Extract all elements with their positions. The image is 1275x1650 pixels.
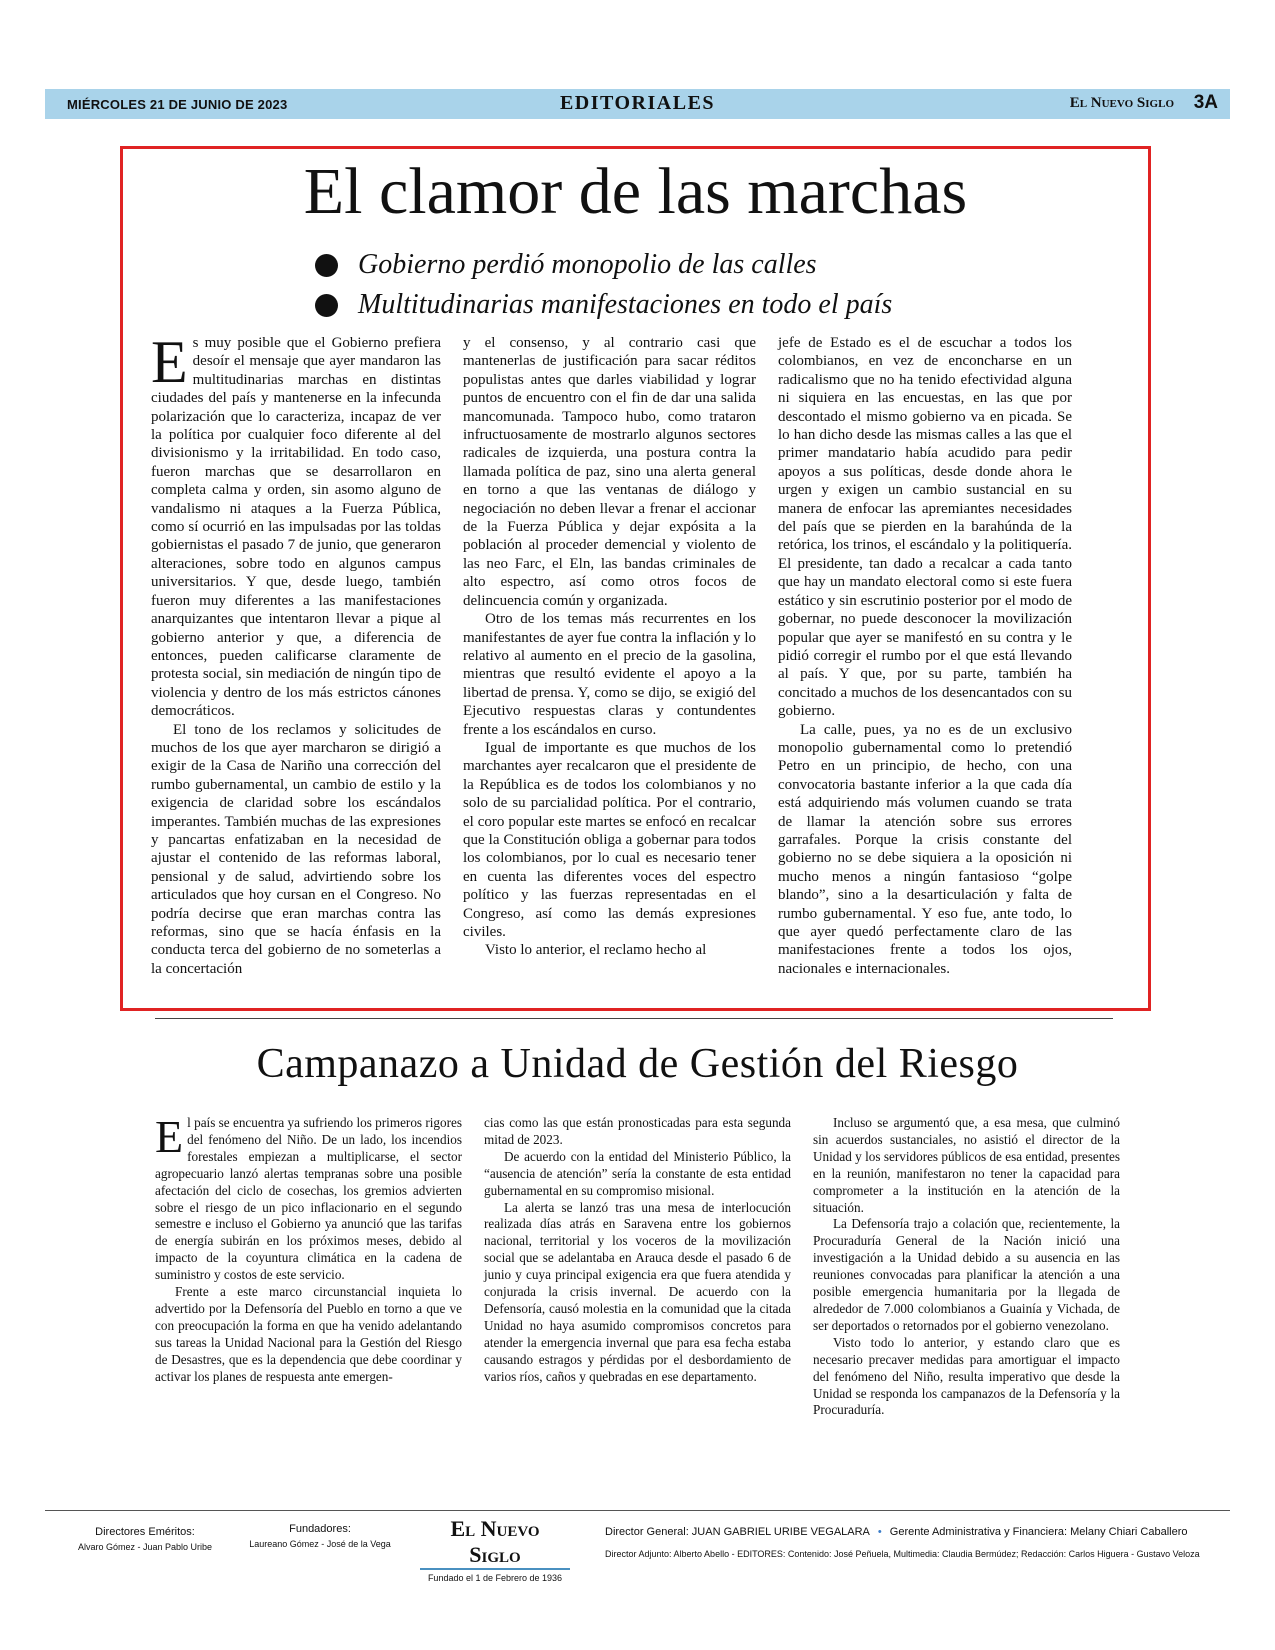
footer-emeritus bbox=[60, 1525, 230, 1555]
drop-cap: E bbox=[155, 1111, 184, 1162]
editorial-main-subheads bbox=[315, 245, 892, 325]
paragraph: Igual de importante es que muchos de los marchantes ayer recalcaron que el presidente de la República es de todos los colombianos y no solo de su parcialidad política. Por el contrario, el coro popular este martes se enfocó en recalcar que la Constitución obliga a gobernar para todos los colombianos, por lo cual es necesario tener en cuenta las diferentes voces del espectro político y las fuerzas representadas en el Congreso, así como las demás expresiones civiles. bbox=[463, 739, 756, 940]
footer-logo: El Nuevo Siglo bbox=[420, 1516, 570, 1570]
paragraph: Visto lo anterior, el reclamo hecho al bbox=[485, 942, 707, 959]
paragraph: Visto todo lo anterior, y estando claro que es necesario precaver medidas para amortiguar el impacto del fenómeno del Niño, resulta imperativo que desde la Unidad se responda los campanazos de la Defensoría y la Procuraduría. bbox=[813, 1334, 1120, 1418]
section-divider bbox=[155, 1018, 1113, 1019]
footer-staff bbox=[605, 1521, 1225, 1565]
paragraph: Incluso se argumentó que, a esa mesa, que culminó sin acuerdos sustanciales, no asistió el director de la Unidad y los servidores públicos de esa entidad, presentes en la reunión, manifestaron no tener la capacidad para comprometer a la institución en la atención de la situación. bbox=[813, 1115, 1120, 1215]
footer-logo-block bbox=[420, 1516, 570, 1583]
emeritus-label: Directores Eméritos: bbox=[95, 1526, 195, 1538]
director-general: Director General: JUAN GABRIEL URIBE VEGALARA bbox=[605, 1526, 870, 1538]
paragraph: Frente a este marco circunstancial inquieta lo advertido por la Defensoría del Pueblo en torno a que ve con preocupación la forma en que ha venido adelantando sus tareas la Unidad Nacional para la Gestión del Riesgo de Desastres, que es la dependencia que debe coordinar y activar los planes de respuesta ante emergen- bbox=[155, 1284, 462, 1384]
page-number: 3A bbox=[1193, 92, 1218, 113]
subhead-text: Multitudinarias manifestaciones en todo el país bbox=[358, 289, 893, 320]
subhead-item bbox=[315, 245, 892, 285]
emeritus-names: Alvaro Gómez - Juan Pablo Uribe bbox=[77, 1542, 213, 1552]
footer-divider bbox=[45, 1510, 1230, 1511]
paragraph: y el consenso, y al contrario casi que mantenerlas de justificación para sacar réditos populistas antes que darles viabilidad y lograr puntos de encuentro con el fin de dar una salida mancomunada. Tampoco hubo, como trataron infructuosamente de mostrarlo algunos sectores radicales de izquierda, una postura contra la llamada política de paz, sino una alerta general en torno a que las ventanas de diálogo y negociación no deben llevar a frenar el accionar de la Fuerza Pública y dejar expósita a la población al proceder demencial y violento de las neo Farc, el Eln, las bandas criminales de alto espectro, así como otros focos de delincuencia común y organizada. bbox=[463, 335, 756, 609]
drop-cap: E bbox=[151, 329, 188, 395]
paragraph: jefe de Estado es el de escuchar a todos los colombianos, en vez de enconcharse en un radicalismo que no ha tenido efectividad alguna ni siquiera en las encuestas, en las que por descontado el mismo gobierno va en picada. Se lo han dicho desde las mismas calles a las que el primer mandatario había acudido para pedir apoyos a sus políticas, desde donde ahora le urgen y exigen un cambio sustancial en su manera de enfocar las apremiantes necesidades del país que se pierden en la barahúnda de la retórica, los trinos, el escándalo y la politiquería. El presidente, tan dado a recalcar a cada tanto que hay un mandato electoral como si este fuera estático y sin escrutinio posterior por el modo de gobernar, no puede desconocer la movilización popular que ayer se manifestó en su contra y le pidió corregir el rumbo por el que está llevando al país. Y que, por su parte, también ha concitado a muchos de los desencantados con su gobierno. bbox=[778, 335, 1072, 720]
editorial-main-title: El clamor de las marchas bbox=[303, 155, 968, 228]
issue-date: MIÉRCOLES 21 DE JUNIO DE 2023 bbox=[67, 97, 288, 112]
bullet-icon bbox=[315, 294, 338, 317]
editors-line: Director Adjunto: Alberto Abello - EDITORES: Contenido: José Peñuela, Multimedia: Claudia Bermúdez; Redacción: Carlos Higuera - Gustavo Veloza bbox=[605, 1549, 1200, 1559]
section-header-bar bbox=[45, 89, 1230, 119]
bullet-icon bbox=[315, 254, 338, 277]
editorial-main-column-2 bbox=[463, 334, 756, 960]
paragraph: El tono de los reclamos y solicitudes de muchos de los que ayer marcharon se dirigió a exigir de la Casa de Nariño una corrección del rumbo gubernamental, un cambio de estilo y la exigencia de claridad sobre los escándalos imperantes. También muchas de las expresiones y pancartas enfatizaban en la necesidad de ajustar el contenido de las reformas laboral, pensional y de salud, advirtiendo sobre los articulados que hoy cursan en el Congreso. No podría decirse que eran marchas contra las reformas, sino que se hacía énfasis en la conducta terca del gobierno de no someterlas a la concertación bbox=[151, 721, 441, 977]
footer-founders bbox=[235, 1522, 405, 1552]
editorial-second-column-2 bbox=[484, 1115, 791, 1386]
subhead-text: Gobierno perdió monopolio de las calles bbox=[358, 249, 817, 280]
editorial-second-title: Campanazo a Unidad de Gestión del Riesgo bbox=[256, 1041, 1019, 1087]
section-title: EDITORIALES bbox=[559, 92, 716, 114]
paragraph: De acuerdo con la entidad del Ministerio Público, la “ausencia de atención” sería la constante de esta entidad gubernamental en su compromiso misional. bbox=[484, 1148, 791, 1198]
editorial-second-column-3 bbox=[813, 1115, 1120, 1419]
paragraph: La Defensoría trajo a colación que, recientemente, la Procuraduría General de la Nación inició una investigación a la Unidad debido a su ausencia en las reuniones convocadas para planificar la atención a una posible emergencia humanitaria por la llegada de alrededor de 7.000 colombianos a Guainía y Vichada, de ser deportados o retornados por el gobierno venezolano. bbox=[813, 1216, 1120, 1333]
founders-names: Laureano Gómez - José de la Vega bbox=[249, 1539, 391, 1549]
editorial-main-column-3 bbox=[778, 334, 1072, 978]
gerente: Gerente Administrativa y Financiera: Melany Chiari Caballero bbox=[889, 1526, 1188, 1538]
paragraph: Es muy posible que el Gobierno prefiera desoír el mensaje que ayer mandaron las multitudinarias marchas en distintas ciudades del país y mantenerse en la infecunda polarización que lo caracteriza, incapaz de ver la política por cualquier foco diferente al del divisionismo y la irritabilidad. En todo caso, fueron marchas que se desarrollaron en completa calma y orden, sin asomo alguno de vandalismo ni ataques a la Fuerza Pública, como sí ocurrió en las impulsadas por las toldas gobiernistas el pasado 7 de junio, que generaron alteraciones, sobre todo en algunos campus universitarios. Y que, desde luego, también fueron muy diferentes a las manifestaciones anarquizantes que intentaron llevar a pique al gobierno anterior y que, a diferencia de entonces, pueden calificarse claramente de protesta social, sin mediación de ningún tipo de violencia y dentro de los más estrictos cánones democráticos. bbox=[151, 329, 441, 720]
founded-date: Fundado el 1 de Febrero de 1936 bbox=[427, 1573, 563, 1583]
paragraph: La alerta se lanzó tras una mesa de interlocución realizada días atrás en Saravena entre los gobiernos nacional, territorial y los voceros de la movilización social que se adelantaba en Arauca desde el pasado 6 de junio y cuya principal exigencia era que fuera atendida y conjurada la crisis invernal. De acuerdo con la Defensoría, causó molestia en la comunidad que la citada Unidad no haya asumido compromisos concretos para atender la emergencia invernal que para esa fecha estaba causando estragos y pérdidas por el desbordamiento de varios ríos, caños y quebradas en ese departamento. bbox=[484, 1199, 791, 1384]
founders-label: Fundadores: bbox=[289, 1523, 351, 1535]
editorial-main-column-1 bbox=[151, 329, 441, 978]
newspaper-brand: El Nuevo Siglo bbox=[1069, 95, 1174, 111]
editorial-second-column-1 bbox=[155, 1111, 462, 1386]
paragraph: La calle, pues, ya no es de un exclusivo monopolio gubernamental como lo pretendió Petro en un principio, de hecho, con una convocatoria bastante inferior a la que cada día está adquiriendo más volumen cuando se trata de llamar la atención sobre sus errores garrafales. Porque la crisis constante del gobierno no se debe siquiera a la oposición ni mucho menos a ningún fantasioso “golpe blando”, sino a la desarticulación y falta de rumbo gubernamental. Y eso fue, ante todo, lo que ayer quedó perfectamente claro de las manifestaciones frente a todos los ojos, nacionales e internacionales. bbox=[778, 721, 1072, 977]
paragraph: Otro de los temas más recurrentes en los manifestantes de ayer fue contra la inflación y lo relativo al aumento en el precio de la gasolina, mientras que resultó evidente el apoyo a la libertad de prensa. Y, como se dijo, se exigió del Ejecutivo respuestas claras y contundentes frente a los escándalos en curso. bbox=[463, 611, 756, 738]
paragraph: cias como las que están pronosticadas para esta segunda mitad de 2023. bbox=[484, 1115, 791, 1147]
paragraph: El país se encuentra ya sufriendo los primeros rigores del fenómeno del Niño. De un lado, los incendios forestales empiezan a multiplicarse, el sector agropecuario lanzó alertas tempranas sobre una posible afectación del ciclo de cosechas, los gremios advierten sobre el riesgo de un pico inflacionario en el segundo semestre e incluso el Gobierno ya anunció que las tarifas de energía subirán en los próximos meses, debido al impacto de la coyuntura climática en la cadena de suministro y costos de este servicio. bbox=[155, 1111, 462, 1283]
separator-dot-icon: • bbox=[877, 1526, 882, 1538]
subhead-item bbox=[315, 285, 892, 325]
editorial-main-box bbox=[120, 146, 1151, 1011]
